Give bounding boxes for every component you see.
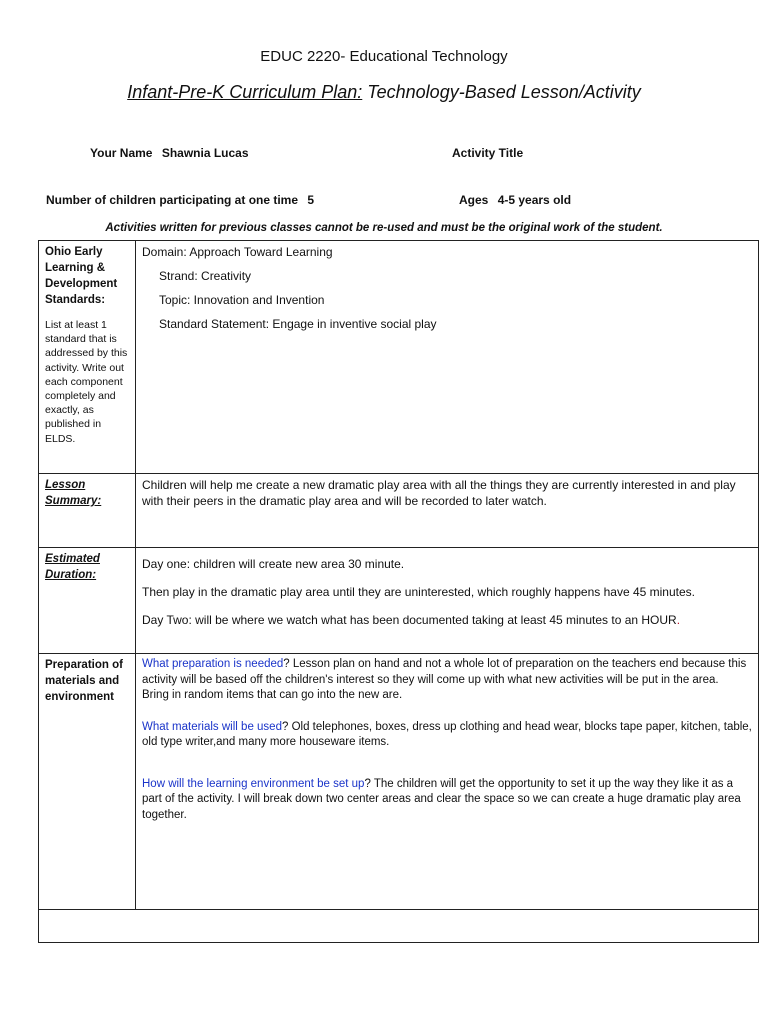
summary-text: Children will help me create a new dramatic play area with all the things they are currently interested in and play with their peers in the dramatic play area and will be recorded to later watch.	[136, 474, 759, 548]
activity-title-field	[452, 146, 523, 160]
originality-notice: Activities written for previous classes cannot be re-used and must be the original work of the student.	[105, 222, 663, 234]
summary-label: Lesson Summary:	[45, 479, 102, 507]
preparation-label-cell	[39, 654, 136, 910]
summary-label-cell	[39, 474, 136, 548]
preparation-label: Preparation of materials and environment	[45, 659, 123, 703]
duration-content-cell	[136, 548, 759, 654]
plan-title-rest: Technology-Based Lesson/Activity	[367, 82, 641, 102]
children-count-field	[46, 193, 314, 207]
preparation-row	[39, 654, 759, 910]
empty-row	[39, 910, 759, 943]
environment-answer: How will the learning environment be set up? The children will get the opportunity to set it up the way they like it as a part of the activity. I will break down two center areas and clear the space so we can create a huge dramatic play area together.	[142, 777, 741, 821]
children-count-value: 5	[307, 193, 315, 207]
ages-value: 4-5 years old	[497, 193, 572, 207]
standards-label: Ohio Early Learning & Development Standards:	[45, 246, 118, 306]
your-name-value: Shawnia Lucas	[161, 146, 249, 160]
activity-title-label: Activity Title	[452, 146, 524, 160]
preparation-question-1: What preparation is needed	[142, 658, 284, 670]
standards-content-cell	[136, 241, 759, 474]
duration-row	[39, 548, 759, 654]
standard-domain: Domain: Approach Toward Learning	[142, 245, 333, 259]
materials-answer: What materials will be used? Old telephones, boxes, dress up clothing and head wear, blocks tape paper, kitchen, table, old type writer,and many more houseware items.	[142, 720, 752, 748]
empty-cell	[39, 910, 759, 943]
standards-label-cell	[39, 241, 136, 474]
standard-statement: Standard Statement: Engage in inventive social play	[159, 317, 437, 331]
lesson-plan-table	[38, 240, 759, 943]
plan-title	[0, 82, 768, 103]
duration-line-3-main: Day Two: will be where we watch what has been documented taking at least 45 minutes to an HOUR	[142, 613, 677, 627]
ages-label: Ages	[459, 193, 489, 207]
duration-line-1: Day one: children will create new area 30 minute.	[142, 557, 405, 571]
ages-field	[459, 193, 571, 207]
duration-label-cell	[39, 548, 136, 654]
summary-row	[39, 474, 759, 548]
plan-title-underlined: Infant-Pre-K Curriculum Plan:	[127, 82, 363, 102]
standard-strand: Strand: Creativity	[159, 269, 252, 283]
your-name-field	[90, 146, 249, 160]
standards-row	[39, 241, 759, 474]
your-name-label: Your Name	[90, 146, 153, 160]
duration-line-2: Then play in the dramatic play area until they are uninterested, which roughly happens have 45 minutes.	[142, 585, 695, 599]
environment-question: How will the learning environment be set up	[142, 777, 365, 790]
standard-topic: Topic: Innovation and Invention	[159, 293, 325, 307]
duration-label: Estimated Duration:	[45, 553, 100, 581]
children-count-label: Number of children participating at one time	[46, 193, 299, 207]
preparation-answer-1b: Bring in random items that can go into the new are.	[142, 689, 403, 701]
duration-line-3	[142, 611, 752, 629]
preparation-answer-1: What preparation is needed? Lesson plan on hand and not a whole lot of preparation on the teachers end because this activity will be based off the children's interest so they will come up with what new activities will be put in the area.	[142, 658, 747, 686]
preparation-content-cell	[136, 654, 759, 910]
duration-line-3-end: .	[676, 613, 681, 627]
course-title: EDUC 2220- Educational Technology	[260, 48, 508, 65]
materials-question: What materials will be used	[142, 720, 282, 733]
standards-instructions: List at least 1 standard that is addressed by this activity. Write out each component completely and exactly, as published in ELDS.	[45, 319, 128, 445]
